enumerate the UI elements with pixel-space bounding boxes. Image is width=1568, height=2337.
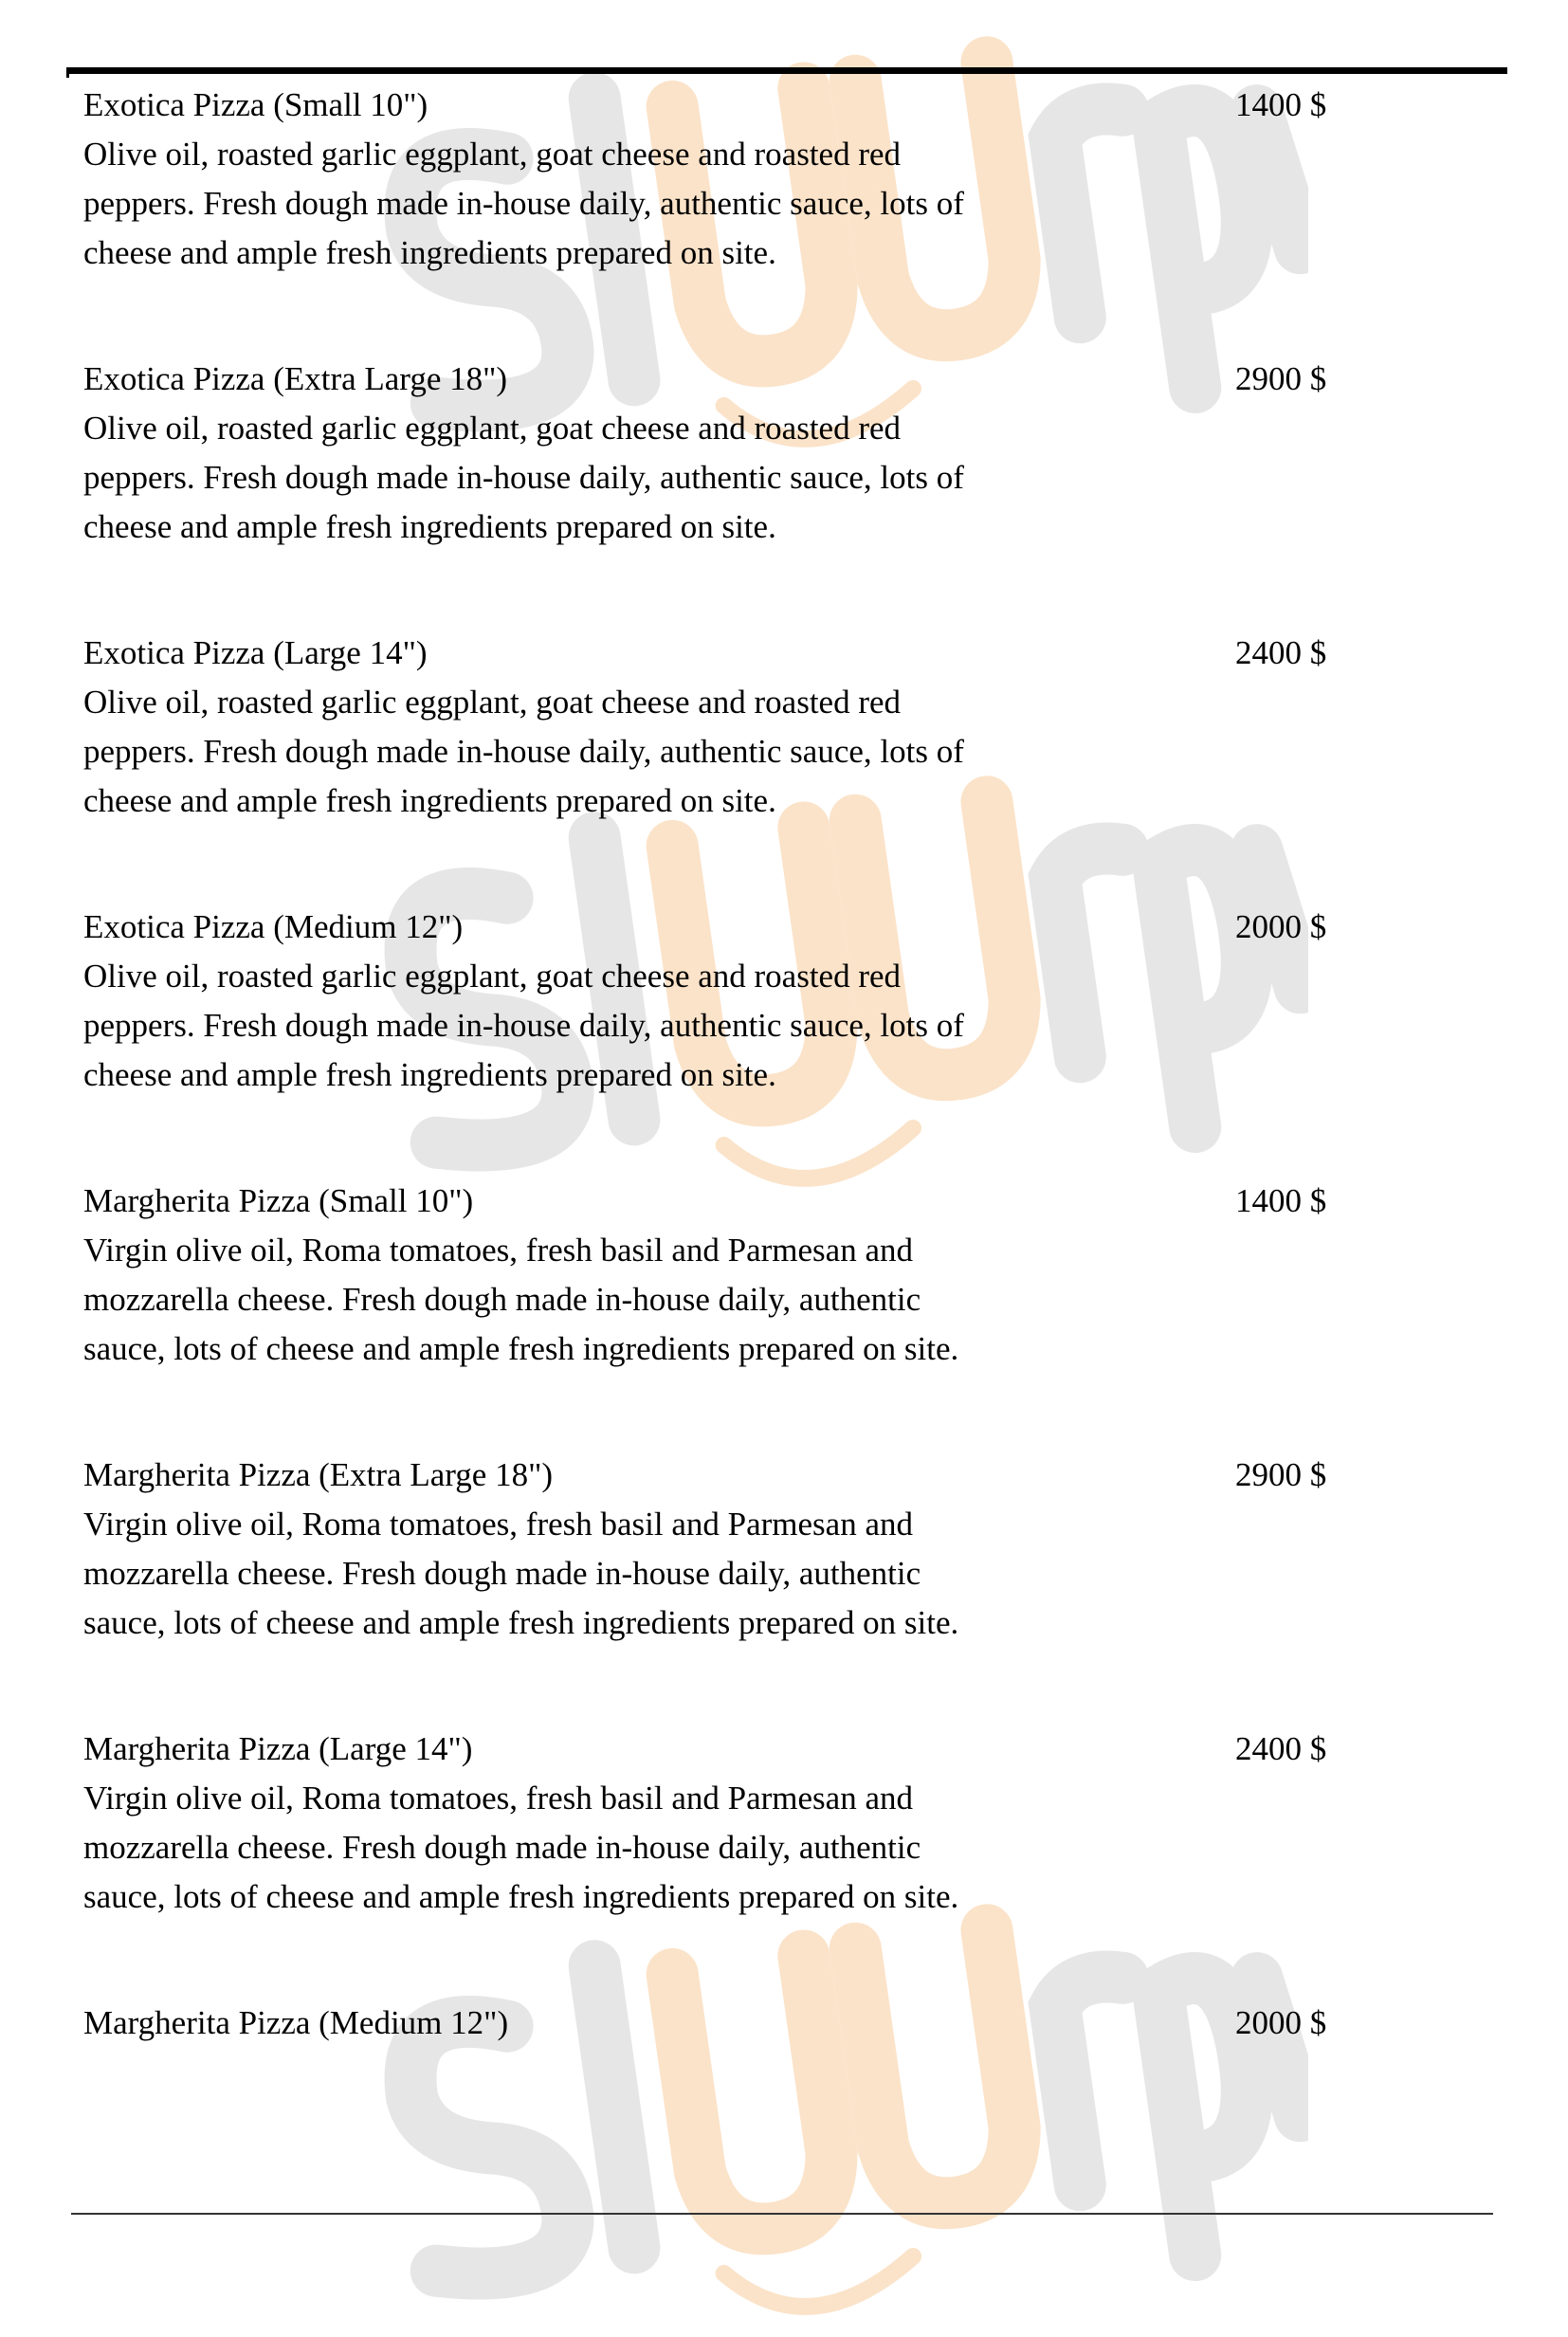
item-description-line: peppers. Fresh dough made in-house daily, authentic sauce, lots of xyxy=(83,185,964,222)
item-title: Exotica Pizza (Large 14") xyxy=(83,634,428,671)
item-description-line: cheese and ample fresh ingredients prepared on site. xyxy=(83,782,776,819)
item-description-line: peppers. Fresh dough made in-house daily, authentic sauce, lots of xyxy=(83,733,964,770)
item-price: 2000 $ xyxy=(1235,908,1327,945)
top-rule xyxy=(66,67,1507,74)
item-price: 2400 $ xyxy=(1235,634,1327,671)
item-price: 2900 $ xyxy=(1235,360,1327,397)
item-description-line: Virgin olive oil, Roma tomatoes, fresh basil and Parmesan and xyxy=(83,1780,913,1817)
menu-item xyxy=(83,629,1505,826)
menu-item xyxy=(83,903,1505,1100)
item-title: Exotica Pizza (Extra Large 18") xyxy=(83,360,508,397)
item-price: 2000 $ xyxy=(1235,2004,1327,2041)
item-price: 2400 $ xyxy=(1235,1730,1327,1767)
item-description-line: peppers. Fresh dough made in-house daily, authentic sauce, lots of xyxy=(83,459,964,496)
item-price: 2900 $ xyxy=(1235,1456,1327,1493)
item-title: Margherita Pizza (Medium 12") xyxy=(83,2004,509,2041)
bottom-rule xyxy=(71,2213,1493,2215)
item-description-line: Olive oil, roasted garlic eggplant, goat cheese and roasted red xyxy=(83,136,902,173)
top-rule-tick xyxy=(66,67,69,78)
item-description-line: peppers. Fresh dough made in-house daily, authentic sauce, lots of xyxy=(83,1007,964,1044)
item-description-line: Olive oil, roasted garlic eggplant, goat cheese and roasted red xyxy=(83,684,902,721)
menu-item xyxy=(83,1725,1505,1922)
item-title: Margherita Pizza (Large 14") xyxy=(83,1730,473,1767)
menu-item xyxy=(83,1999,1505,2048)
slurpy-watermark-logo xyxy=(360,1896,1308,2332)
menu-item xyxy=(83,1451,1505,1648)
item-description-line: Olive oil, roasted garlic eggplant, goat cheese and roasted red xyxy=(83,410,902,447)
item-description-line: mozzarella cheese. Fresh dough made in-house daily, authentic xyxy=(83,1555,921,1592)
item-title: Margherita Pizza (Small 10") xyxy=(83,1182,474,1219)
item-description-line: sauce, lots of cheese and ample fresh ingredients prepared on site. xyxy=(83,1878,959,1915)
item-description-line: sauce, lots of cheese and ample fresh ingredients prepared on site. xyxy=(83,1330,959,1367)
menu-item xyxy=(83,1177,1505,1374)
item-title: Exotica Pizza (Small 10") xyxy=(83,86,428,123)
item-title: Exotica Pizza (Medium 12") xyxy=(83,908,464,945)
item-description-line: cheese and ample fresh ingredients prepared on site. xyxy=(83,1056,776,1093)
item-description-line: mozzarella cheese. Fresh dough made in-house daily, authentic xyxy=(83,1281,921,1318)
item-title: Margherita Pizza (Extra Large 18") xyxy=(83,1456,554,1493)
item-description-line: cheese and ample fresh ingredients prepared on site. xyxy=(83,234,776,271)
item-description-line: Olive oil, roasted garlic eggplant, goat cheese and roasted red xyxy=(83,958,902,995)
item-price: 1400 $ xyxy=(1235,86,1327,123)
item-description-line: cheese and ample fresh ingredients prepared on site. xyxy=(83,508,776,545)
item-description-line: Virgin olive oil, Roma tomatoes, fresh basil and Parmesan and xyxy=(83,1506,913,1543)
item-description-line: mozzarella cheese. Fresh dough made in-house daily, authentic xyxy=(83,1829,921,1866)
item-description-line: sauce, lots of cheese and ample fresh ingredients prepared on site. xyxy=(83,1604,959,1641)
menu-item xyxy=(83,355,1505,552)
menu-item xyxy=(83,81,1505,278)
item-price: 1400 $ xyxy=(1235,1182,1327,1219)
item-description-line: Virgin olive oil, Roma tomatoes, fresh basil and Parmesan and xyxy=(83,1232,913,1269)
